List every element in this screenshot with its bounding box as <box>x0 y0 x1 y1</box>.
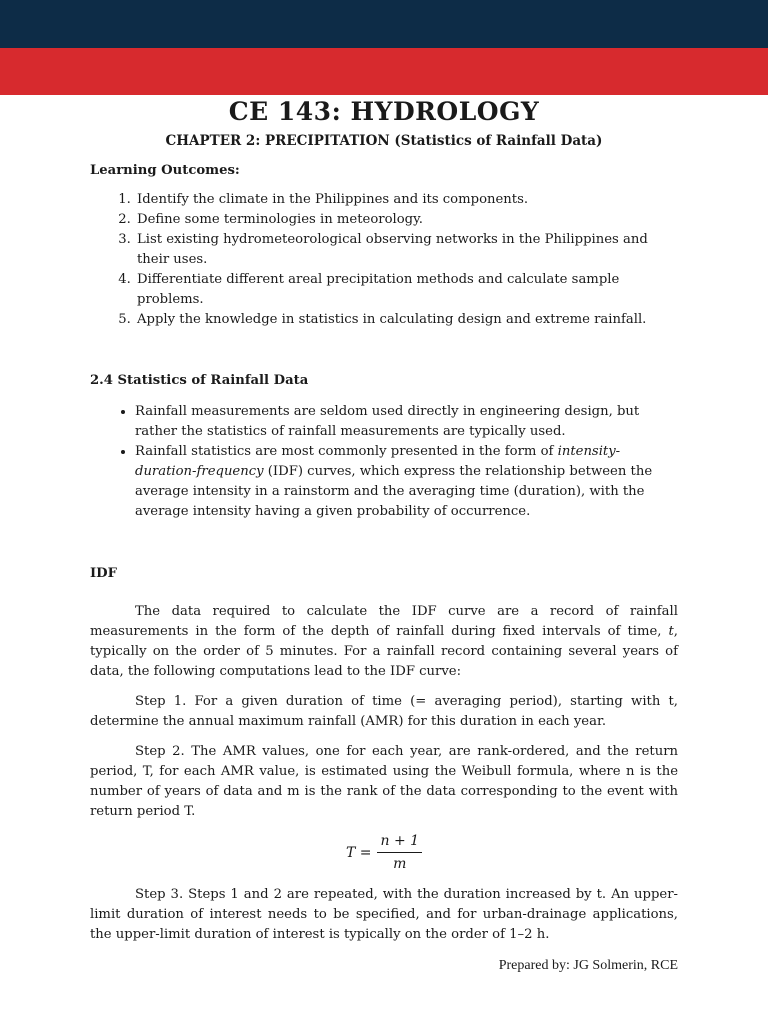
step2-paragraph: Step 2. The AMR values, one for each year, are rank-ordered, and the return period, T, for each AMR value, is estimated using the Weibull formula, where n is the number of years of data and m is the rank of the data corresponding to the event with return period T. <box>90 744 678 819</box>
variable-t: t <box>668 624 674 639</box>
list-item: • Rainfall measurements are seldom used directly in engineering design, but rather the statistics of rainfall measurements are typically used. <box>135 402 678 442</box>
course-title: CE 143: HYDROLOGY <box>228 97 540 126</box>
list-item: 1. Identify the climate in the Philippines and its components. <box>135 190 678 210</box>
list-item: 3. List existing hydrometeorological observing networks in the Philippines and their uses. <box>135 230 678 270</box>
list-item: 4. Differentiate different areal precipitation methods and calculate sample problems. <box>135 270 678 310</box>
formula-lhs: T = <box>345 844 372 861</box>
header-band-red <box>0 48 768 95</box>
step3-paragraph: Step 3. Steps 1 and 2 are repeated, with the duration increased by t. An upper-limit duration of interest needs to be specified, and for urban-drainage applications, the upper-limit duration of interest is typically on the order of 1–2 h. <box>90 887 678 942</box>
paragraph-text: The data required to calculate the IDF curve are a record of rainfall measurements in the form of the depth of rainfall during fixed intervals of time, <box>90 604 678 639</box>
bullet-italic-term: intensity-duration-frequency <box>135 444 621 479</box>
formula-denominator: m <box>393 856 407 872</box>
formula-fraction <box>377 832 422 873</box>
document-body <box>90 95 678 955</box>
learning-outcomes-heading: Learning Outcomes: <box>90 163 240 178</box>
list-item: 2. Define some terminologies in meteorology. <box>135 210 678 230</box>
header-band-navy <box>0 0 768 48</box>
list-item: 5. Apply the knowledge in statistics in calculating design and extreme rainfall. <box>135 310 678 330</box>
list-item <box>135 442 678 522</box>
section-bullet-list <box>90 402 678 522</box>
bullet-text: (IDF) curves, which express the relationship between the average intensity in a rainstorm and the averaging time (duration), with the average intensity having a given probability of occurrence. <box>135 464 653 519</box>
paragraph-text: , typically on the order of 5 minutes. For a rainfall record containing several years of data, the following computations lead to the IDF curve: <box>90 624 678 679</box>
idf-paragraph <box>90 602 678 682</box>
section-heading: 2.4 Statistics of Rainfall Data <box>90 373 309 388</box>
idf-heading: IDF <box>90 566 117 581</box>
weibull-formula <box>90 832 678 873</box>
bullet-text: Rainfall statistics are most commonly presented in the form of <box>135 444 558 459</box>
chapter-title: CHAPTER 2: PRECIPITATION (Statistics of Rainfall Data) <box>165 133 603 149</box>
prepared-by-footer: Prepared by: JG Solmerin, RCE <box>498 958 678 973</box>
formula-numerator: n + 1 <box>377 832 422 853</box>
learning-outcomes-list <box>90 190 678 330</box>
step1-paragraph: Step 1. For a given duration of time (= averaging period), starting with t, determine the annual maximum rainfall (AMR) for this duration in each year. <box>90 694 678 729</box>
